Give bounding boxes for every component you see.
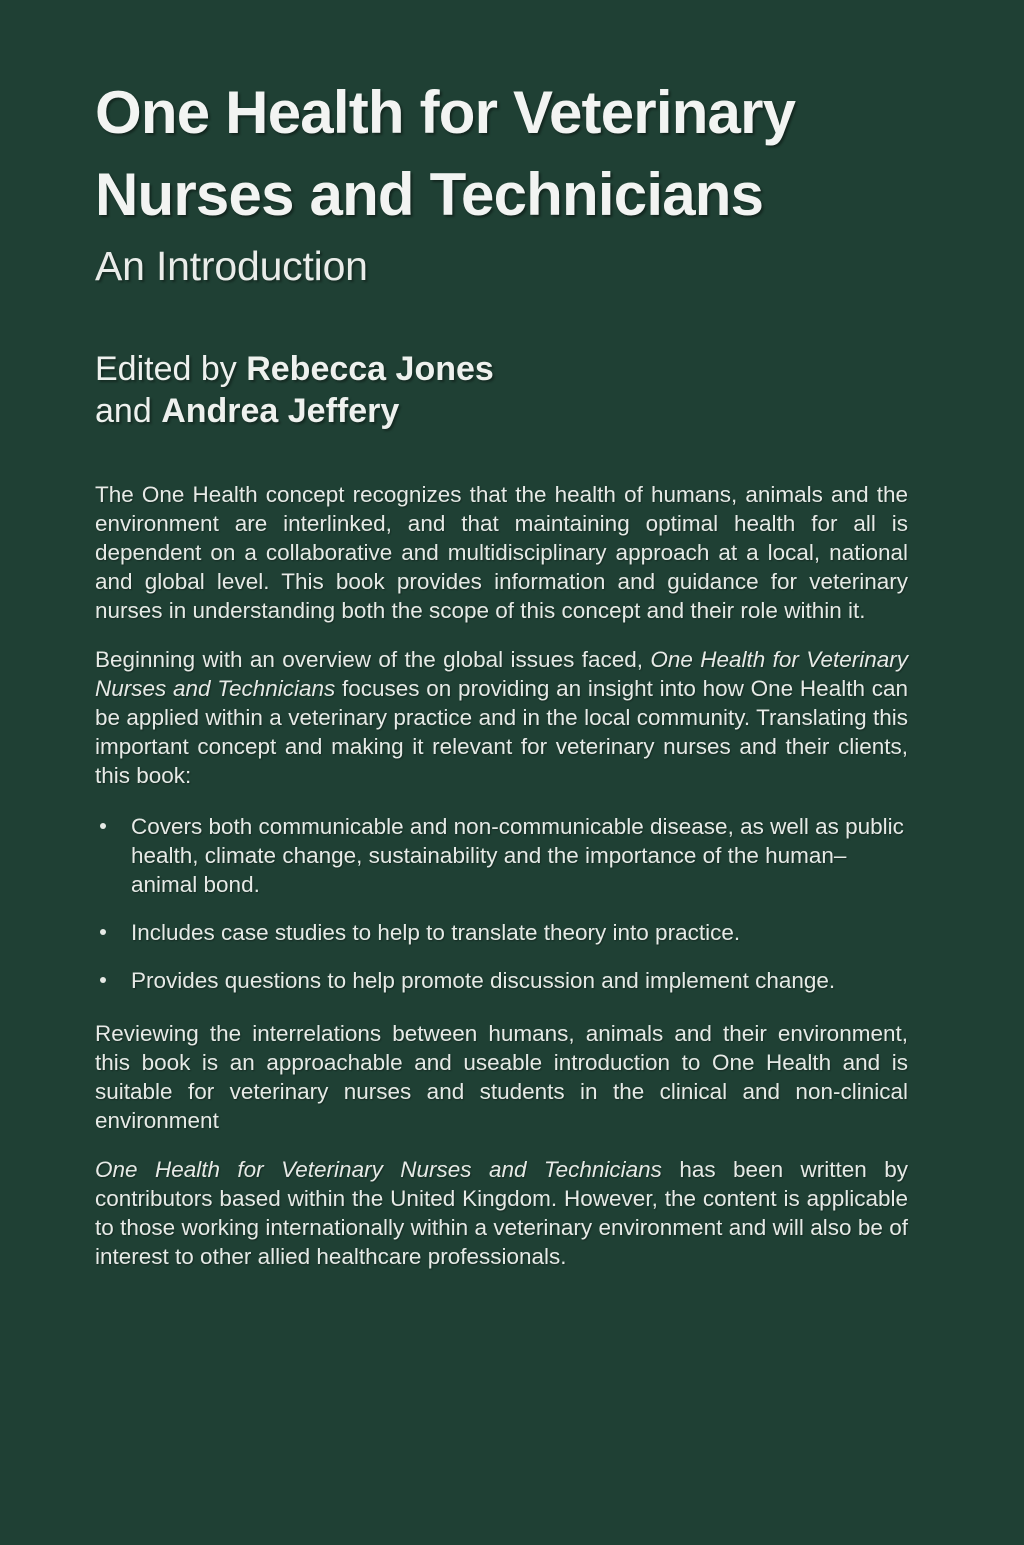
blurb-paragraph-2-tail: focuses on providing an insight into how One Health can be applied within a veterinary practice and in the local community. Translating this important concept and making it relevant for veterinary nurses and their clients, this book: (95, 675, 908, 788)
editor-name-one: Rebecca Jones (246, 349, 494, 388)
blurb-paragraph-4 (95, 1155, 908, 1271)
title-block (95, 72, 908, 292)
blurb-text-block (95, 480, 908, 1271)
bullet-dot-icon (100, 977, 106, 983)
bullet-dot-icon (100, 823, 106, 829)
book-title: One Health for Veterinary Nurses and Technicians (95, 79, 796, 229)
edited-by-label: Edited by (95, 349, 247, 388)
editor-name-two: Andrea Jeffery (161, 391, 400, 430)
blurb-paragraph-4-tail: has been written by contributors based within the United Kingdom. However, the content is applicable to those working internationally within a veterinary environment and will also be of interest to other allied healthcare professionals. (95, 1156, 908, 1269)
blurb-paragraph-2-lead: Beginning with an overview of the global issues faced, (95, 646, 651, 672)
blurb-paragraph-4-title: One Health for Veterinary Nurses and Technicians (95, 1156, 662, 1182)
blurb-paragraph-1: The One Health concept recognizes that the health of humans, animals and the environment are interlinked, and that maintaining optimal health for all is dependent on a collaborative and multidisciplinary approach at a local, national and global level. This book provides information and guidance for veterinary nurses in understanding both the scope of this concept and their role within it. (95, 481, 908, 623)
blurb-paragraph-2 (95, 645, 908, 790)
list-item (95, 918, 908, 947)
editors-conjunction: and (95, 391, 162, 430)
book-subtitle: An Introduction (95, 243, 368, 290)
list-item (95, 966, 908, 995)
editor-line-two (95, 390, 908, 432)
feature-bullet-list (95, 812, 908, 995)
list-item-text: Provides questions to help promote discussion and implement change. (131, 967, 836, 993)
list-item-text: Covers both communicable and non-communicable disease, as well as public health, climate change, sustainability and the importance of the human–animal bond. (131, 813, 904, 897)
bullet-dot-icon (100, 929, 106, 935)
list-item (95, 812, 908, 899)
list-item-text: Includes case studies to help to translate theory into practice. (131, 919, 741, 945)
editors-credit (95, 348, 908, 432)
blurb-paragraph-3: Reviewing the interrelations between humans, animals and their environment, this book is an approachable and useable introduction to One Health and is suitable for veterinary nurses and students in the clinical and non-clinical environment (95, 1020, 908, 1133)
blurb-paragraph-2-title: One Health for Veterinary Nurses and Technicians (95, 646, 908, 701)
editor-line-one (95, 348, 908, 390)
